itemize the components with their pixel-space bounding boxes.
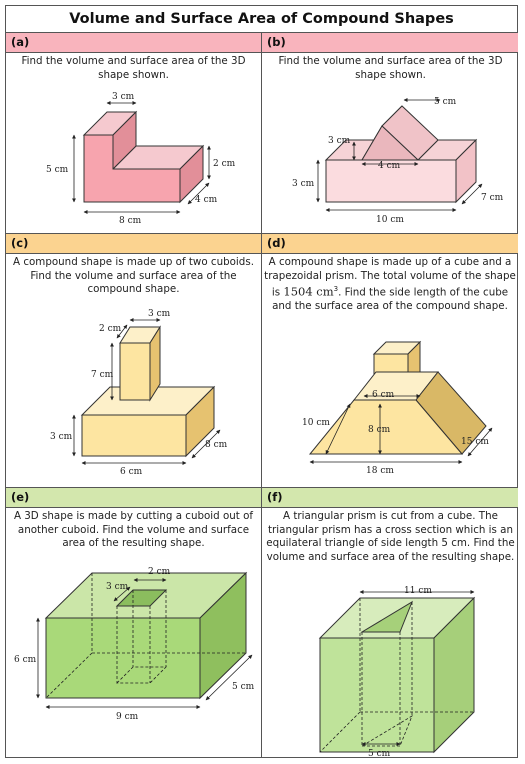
panel-a-label: (a) bbox=[6, 33, 261, 53]
dim-f-top: 11 cm bbox=[404, 586, 432, 596]
dim-c-topleft: 2 cm bbox=[99, 324, 122, 334]
dim-b-left: 3 cm bbox=[292, 179, 315, 189]
panel-d-label: (d) bbox=[262, 234, 518, 254]
panel-b-label: (b) bbox=[262, 33, 518, 53]
panel-c-label: (c) bbox=[6, 234, 261, 254]
dim-d-height: 8 cm bbox=[368, 425, 391, 435]
panel-e-figure bbox=[6, 561, 261, 757]
dim-d-top: 6 cm bbox=[372, 390, 395, 400]
dim-c-base-height: 3 cm bbox=[50, 432, 73, 442]
panel-f-figure bbox=[262, 582, 518, 758]
dim-f-bottom: 5 cm bbox=[368, 749, 391, 758]
dim-c-height: 7 cm bbox=[91, 370, 114, 380]
dim-e-left: 6 cm bbox=[14, 655, 37, 665]
panel-c-figure bbox=[6, 298, 261, 486]
dim-b-top: 5 cm bbox=[434, 97, 457, 107]
panel-a-figure bbox=[6, 84, 261, 232]
dim-d-bottom: 18 cm bbox=[366, 466, 394, 476]
panel-a-question: Find the volume and surface area of the 3D shape shown. bbox=[21, 55, 246, 81]
dim-b-depth: 7 cm bbox=[481, 193, 504, 203]
dim-c-top: 3 cm bbox=[148, 309, 171, 319]
dim-d-depth: 15 cm bbox=[461, 437, 489, 447]
dim-a-top: 3 cm bbox=[112, 92, 135, 102]
dim-e-depth: 5 cm bbox=[232, 682, 255, 692]
dim-c-depth: 8 cm bbox=[205, 440, 228, 450]
panel-b-question: Find the volume and surface area of the 3D shape shown. bbox=[278, 55, 503, 81]
page-title: Volume and Surface Area of Compound Shapes bbox=[6, 6, 517, 33]
volume-value: 1504 cm bbox=[283, 284, 334, 299]
panel-d-figure bbox=[262, 336, 518, 486]
dim-d-left: 10 cm bbox=[302, 418, 330, 428]
panel-f-question: A triangular prism is cut from a cube. The triangular prism has a cross section which is an equilateral triangle of side length 5 cm. Find the volume and surface area of the resulting shape. bbox=[266, 510, 515, 563]
panel-f-label: (f) bbox=[262, 488, 518, 508]
dim-e-bottom: 9 cm bbox=[116, 712, 139, 722]
dim-e-hole-width: 2 cm bbox=[148, 567, 171, 577]
dim-b-mid: 4 cm bbox=[378, 161, 401, 171]
panel-c-question: A compound shape is made up of two cuboids. Find the volume and surface area of the compound shape. bbox=[13, 256, 254, 295]
panel-b-figure bbox=[262, 84, 518, 232]
panel-e-question: A 3D shape is made by cutting a cuboid out of another cuboid. Find the volume and surface area of the resulting shape. bbox=[13, 510, 254, 549]
dim-e-hole-depth: 3 cm bbox=[106, 582, 129, 592]
dim-b-bottom: 10 cm bbox=[376, 215, 404, 225]
worksheet bbox=[5, 5, 518, 758]
dim-a-bottom: 8 cm bbox=[119, 216, 142, 226]
dim-b-step: 3 cm bbox=[328, 136, 351, 146]
dim-a-left: 5 cm bbox=[46, 165, 69, 175]
panel-d-question: A compound shape is made up of a cube and a trapezoidal prism. The total volume of the shape is 1504 $cm^3$. Find the side length of the cube and the surface area of the compound shape. bbox=[264, 256, 516, 312]
dim-a-depth: 4 cm bbox=[195, 195, 218, 205]
dim-a-right: 2 cm bbox=[213, 159, 236, 169]
dim-c-bottom: 6 cm bbox=[120, 467, 143, 477]
panel-e-label: (e) bbox=[6, 488, 261, 508]
